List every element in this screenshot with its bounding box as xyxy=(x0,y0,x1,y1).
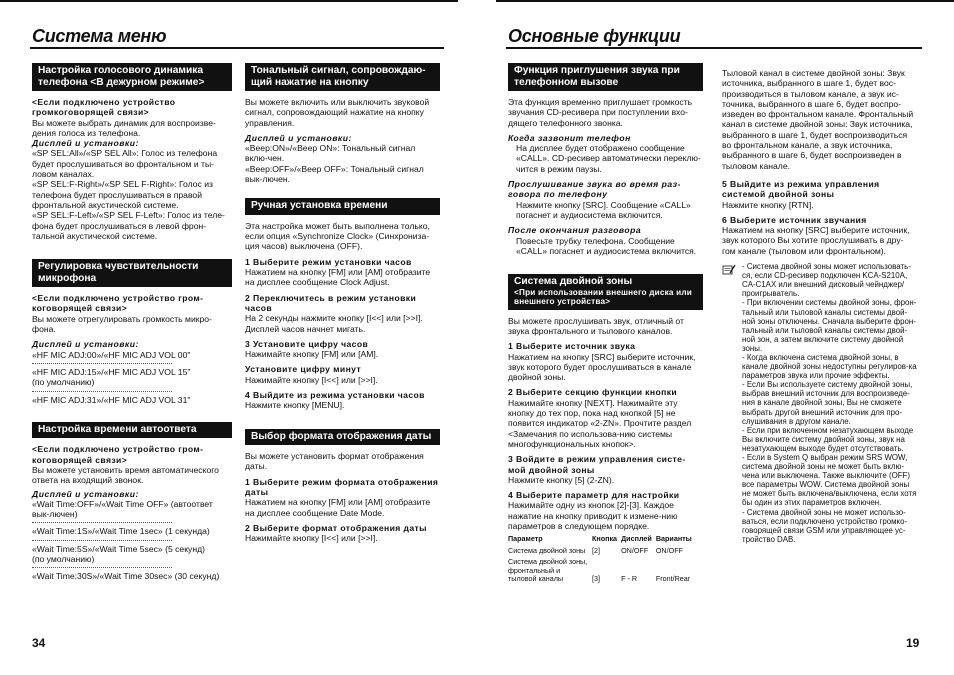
table-cell: Front/Rear xyxy=(655,574,691,584)
step-heading: 1 Выберите источник звука xyxy=(508,341,636,352)
step-text: Нажатием на кнопку [FM] или [AM] отобразите на дисплее сообщение Clock Adjust. xyxy=(245,267,431,288)
step-heading: 4 Выйдите из режима установки часов xyxy=(245,390,425,401)
display-settings-label: Дисплей и установки: xyxy=(32,138,139,149)
condition: <Если подключено устройство громкоговорящей связи> xyxy=(32,97,176,118)
page-number: 34 xyxy=(32,636,46,650)
step-heading: 1 Выберите режим формата отображения даты xyxy=(245,476,439,498)
section-header: Ручная установка времени xyxy=(245,198,440,215)
intro-text: Эта функция временно приглушает громкость звучания CD-ресивера при поступлении вхо-дящего телефонного звонка. xyxy=(508,97,693,128)
setting-line: «Beep:ON»/«Beep ON»: Тональный сигнал вклю-чен. xyxy=(245,143,416,164)
step-heading: 3 Войдите в режим управления систе-мой двойной зоны xyxy=(508,454,686,475)
note-item: - При включении системы двойной зоны, фрон-тальный или тыловой каналы системы двой-ной зоны отключены. Сначала выберите фрон-тальный или тыловой каналы системы двой-ной зон, а затем включите систему двойной зоны. xyxy=(742,298,917,353)
section-speaker-select xyxy=(32,63,232,241)
step-text: Нажатием на кнопку [SRC] выберите источник, звук которого Вы хотите прослушивать в дру-гом канале (тыловом или фронтальном). xyxy=(722,225,910,256)
section-header-title: Система двойной зоны xyxy=(514,276,633,288)
intro-text: Тыловой канал в системе двойной зоны: Звук источника, выбранного в шаге 1, будет вос-производиться в тыловом канале, а звук ис-точника, выбранного в шаге 6, будет воспро-изведен во фронтальном канале. Фронтальный канал в системе двойной зоны: Звук источника, выбранного в шаге 1, будет воспроизводиться во фронтальном канале, а звук источника, выбранного в шаге 6, будет воспроизведен в тыловом канале. xyxy=(722,68,914,171)
section-dual-zone xyxy=(508,274,703,586)
step-text: Нажимайте одну из кнопок [2]-[3]. Каждое нажатие на кнопку приводит к измене-нию параметров в следующем порядке. xyxy=(508,500,678,531)
section-header: Настройка времени автоответа xyxy=(32,422,232,439)
table-cell: [2] xyxy=(592,545,600,555)
step-text: Нажмите кнопку [RTN]. xyxy=(722,199,814,210)
page-number: 19 xyxy=(906,636,920,650)
step-heading: Установите цифру минут xyxy=(245,364,362,375)
setting-line: «Wait Time:5S»/«Wait Time 5sec» (5 секунд) xyxy=(32,543,205,554)
section-key-beep xyxy=(245,63,440,184)
step-text: На 2 секунды нажмите кнопку [I<<] или [>>I]. Дисплей часов начнет мигать. xyxy=(245,313,423,334)
step-text: Нажимайте кнопку [NEXT]. Нажимайте эту кнопку до тех пор, пока над кнопкой [5] не появится индикатор «2-ZN». Прочтите раздел <Замечания по использова-нию системы многофункциональных кнопок>. xyxy=(508,397,692,449)
step-text: Нажмите кнопку [MENU]. xyxy=(245,400,345,411)
intro-text: Вы можете установить время автоматического ответа на входящий звонок. xyxy=(32,464,219,486)
note-item: - Система двойной зоны не может использо-ваться, если подключено устройство громко-говорящей связи GSM или управляющее ус-тройство DAB. xyxy=(742,507,908,544)
section-header: Настройка голосового динамика телефона <В дежурном режиме> xyxy=(32,63,232,91)
table-header: Кнопка xyxy=(592,534,618,544)
intro-text: Вы можете включить или выключить звуковой сигнал, сопровождающий нажатие на кнопку управления. xyxy=(245,97,430,128)
step-heading: 5 Выйдите из режима управления системой двойной зоны xyxy=(722,178,880,200)
table-row xyxy=(508,546,696,558)
setting-line: «Wait Time:30S»/«Wait Time 30sec» (30 секунд) xyxy=(32,571,220,582)
setting-line: «SP SEL:All»/«SP SEL All»: Голос из телефона будет прослушиваться во фронтальном и ты-ловом каналах. xyxy=(32,148,218,180)
step-text: Нажатием на кнопку [FM] или [AM] отобразите на дисплее сообщение Date Mode. xyxy=(245,497,431,518)
setting-line: «HF MIC ADJ:31»/«HF MIC ADJ VOL 31" xyxy=(32,394,191,405)
setting-line: «Wait Time:OFF»/«Wait Time OFF» (автоответ вык-лючен) xyxy=(32,498,213,520)
table-header-row xyxy=(508,534,696,546)
step-heading: 1 Выберите режим установки часов xyxy=(245,256,412,267)
dotted-separator xyxy=(32,567,172,568)
case-text: На дисплее будет отображено сообщение «CALL». CD-ресивер автоматически переклю-чится в режим паузы. xyxy=(516,143,701,174)
setting-default: (по умолчанию) xyxy=(32,554,95,564)
step-text: Нажимайте кнопку [I<<] или [>>I]. xyxy=(245,533,378,544)
table-cell: F - R xyxy=(621,574,638,584)
step-heading: 6 Выберите источник звучания xyxy=(722,214,867,225)
step-heading: 4 Выберите параметр для настройки xyxy=(508,490,680,501)
condition: <Если подключено устройство гром-коговорящей связи> xyxy=(32,293,204,314)
setting-line: «Beep:OFF»/«Beep OFF»: Тональный сигнал вык-лючен. xyxy=(245,163,424,185)
setting-line: «HF MIC ADJ:15»/«HF MIC ADJ VOL 15" xyxy=(32,366,191,377)
section-header: Выбор формата отображения даты xyxy=(245,429,440,446)
left-column-1 xyxy=(32,63,232,594)
setting-default: (по умолчанию) xyxy=(32,377,95,388)
intro-text: Вы можете выбрать динамик для воспроизве-дения голоса из телефона. xyxy=(32,117,216,138)
parameter-table xyxy=(508,534,696,586)
top-border xyxy=(496,0,954,2)
display-settings-label: Дисплей и установки: xyxy=(32,339,139,350)
step-heading: 2 Выберите секцию функции кнопки xyxy=(508,387,678,398)
case-heading: После окончания разговора xyxy=(508,225,642,236)
section-header: Регулировка чувствительности микрофона xyxy=(32,259,232,287)
notes-block xyxy=(722,262,917,544)
step-heading: 2 Выберите формат отображения даты xyxy=(245,522,427,533)
section-manual-clock xyxy=(245,198,440,410)
section-header: Функция приглушения звука при телефонном вызове xyxy=(508,63,703,91)
dotted-separator xyxy=(32,540,172,541)
step-heading: 2 Переключитесь в режим установки часов xyxy=(245,292,417,313)
display-settings-label: Дисплей и установки: xyxy=(32,488,139,499)
right-column-1 xyxy=(508,63,703,598)
note-item: - Система двойной зоны может использовать-ся, если CD-ресивер подключен KCA-S210A, CA-C1AX или внешний дисковый чейнджер/ проигрыватель. xyxy=(742,262,911,299)
page-title: Основные функции xyxy=(508,26,681,46)
section-date-format xyxy=(245,429,440,544)
setting-line: «HF MIC ADJ:00»/«HF MIC ADJ VOL 00" xyxy=(32,349,191,360)
intro-text: Вы можете отрегулировать громкость микро-фона. xyxy=(32,313,212,335)
table-header: Варианты xyxy=(655,534,692,544)
step-text: Нажимайте кнопку [I<<] или [>>I]. xyxy=(245,374,378,385)
intro-text: Эта настройка может быть выполнена только, если опция «Synchronize Clock» (Синхрониза-ция часов) выключена (OFF). xyxy=(245,220,430,252)
step-text: Нажатием на кнопку [SRC] выберите источник, звук которого будет прослушиваться в канале двойной зоны. xyxy=(508,351,696,383)
step-heading: 3 Установите цифру часов xyxy=(245,338,369,349)
setting-line: «Wait Time:1S»/«Wait Time 1sec» (1 секунда) xyxy=(32,526,210,537)
section-phone-mute xyxy=(508,63,703,256)
table-cell: [3] xyxy=(592,574,600,584)
intro-text: Вы можете установить формат отображения даты. xyxy=(245,451,424,472)
note-item: - Если Вы используете систему двойной зоны, выбрав внешний источник для воспроизведе-ния в канале двойной зоны, Вы не сможете выбрать другой внешний источник для про-слушивания в другом канале. xyxy=(742,380,913,426)
case-heading: Прослушивание звука во время раз-говора по телефону xyxy=(508,179,681,200)
table-cell: Система двойной зоны, фронтальный и тыловой каналы xyxy=(508,557,588,584)
setting-line: «SP SEL:F-Right»/«SP SEL F-Right»: Голос из телефона будет прослушиваться в правой фронтальной акустической системе. xyxy=(32,179,213,210)
condition: <Если подключено устройство гром-коговорящей связи> xyxy=(32,444,204,465)
section-header: Тональный сигнал, сопровождаю-щий нажатие на кнопку xyxy=(245,63,440,91)
section-header-sub: <При использовании внешнего диска или внешнего устройства> xyxy=(514,287,692,307)
case-heading: Когда зазвонит телефон xyxy=(508,132,631,143)
title-rule xyxy=(506,47,922,49)
top-border xyxy=(0,0,458,2)
table-cell: Система двойной зоны xyxy=(508,545,586,555)
note-item: - Если при включенном незатухающем выходе Вы включите систему двойной зоны, звук на незатухающем выходе будет отсутствовать. xyxy=(742,425,914,453)
case-text: Нажмите кнопку [SRC]. Сообщение «CALL» погаснет и аудиосистема включится. xyxy=(516,199,691,220)
setting-line: «SP SEL:F-Left»/«SP SEL F-Left»: Голос из теле-фона будет прослушиваться в левой фрон-тальной акустической системе. xyxy=(32,210,225,241)
step-text: Нажимайте кнопку [FM] или [AM]. xyxy=(245,349,379,360)
left-column-2 xyxy=(245,63,440,556)
right-column-2 xyxy=(722,68,917,544)
section-auto-answer xyxy=(32,422,232,582)
page-title: Система меню xyxy=(32,26,167,46)
note-pencil-icon xyxy=(722,264,736,276)
table-header: Параметр xyxy=(508,534,543,544)
title-rule xyxy=(30,47,444,49)
case-text: Повесьте трубку телефона. Сообщение «CALL» погаснет и аудиосистема включится. xyxy=(516,235,697,256)
table-cell: ON/OFF xyxy=(621,545,649,555)
note-item: - Когда включена система двойной зоны, в канале двойной зоны недоступны регулиров-ка параметров звука или прочие эффекты. xyxy=(742,352,917,381)
note-item: - Если в System Q выбран режим SRS WOW, система двойной зоны не может быть вклю-чена или выключена. Также выключите (OFF) все параметры WOW. Система двойной зоны не может быть включена/выключена, если хотя бы один из этих параметров включен. xyxy=(742,453,917,508)
section-header xyxy=(508,274,703,310)
display-settings-label: Дисплей и установки: xyxy=(245,132,352,143)
dotted-separator xyxy=(32,363,172,364)
section-mic-sensitivity xyxy=(32,259,232,405)
table-cell: ON/OFF xyxy=(655,545,683,555)
intro-text: Вы можете прослушивать звук, отличный от звука фронтального и тылового каналов. xyxy=(508,315,684,336)
table-header: Дисплей xyxy=(621,534,652,544)
table-row xyxy=(508,557,696,586)
dotted-separator xyxy=(32,391,172,392)
dotted-separator xyxy=(32,522,172,523)
step-text: Нажмите кнопку [5] (2-ZN). xyxy=(508,474,615,485)
